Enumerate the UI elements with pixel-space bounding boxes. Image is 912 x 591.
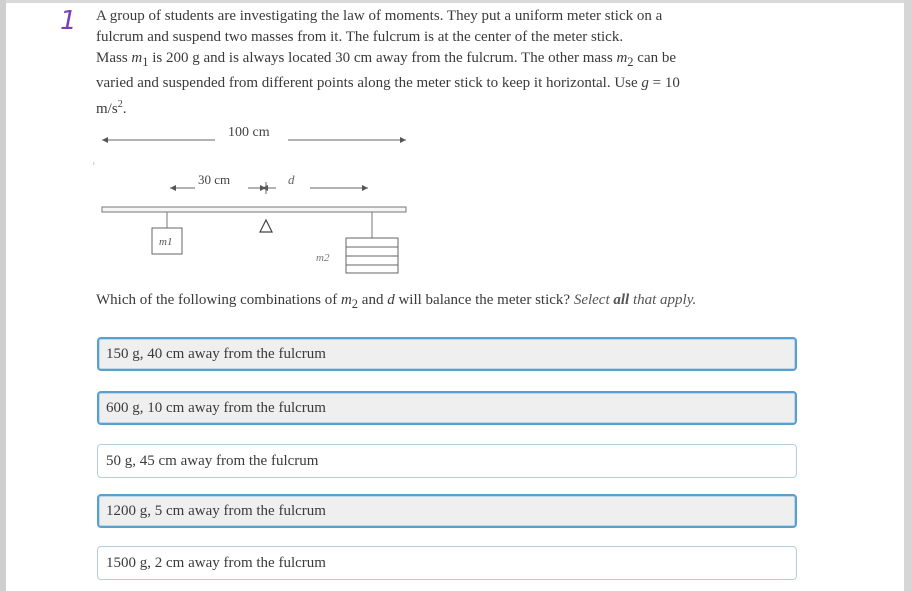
question-stem <box>96 6 786 120</box>
question-prompt: Which of the following combinations of $m_2$ and d will balance the meter stick? Select all that apply. <box>96 292 697 311</box>
answer-option-3[interactable]: 50 g, 45 cm away from the fulcrum <box>97 444 797 478</box>
left-distance-label: 30 cm <box>198 172 231 187</box>
mass1-label: m1 <box>159 236 173 248</box>
stem-line-1: A group of students are investigating the law of moments. They put a uniform meter stick on a <box>96 8 663 24</box>
mass2-label: m2 <box>316 252 330 264</box>
answer-option-1[interactable]: 150 g, 40 cm away from the fulcrum <box>97 337 797 371</box>
edge-mark: › <box>92 158 96 169</box>
fulcrum <box>260 220 272 232</box>
stem-line-5: $m/s^2$. <box>96 99 127 117</box>
window-left-edge <box>0 0 6 591</box>
stem-line-3: Mass $m_1$ is 200 g and is always located 30 cm away from the fulcrum. The other mass $m_2$ can be <box>96 50 677 69</box>
stem-line-2: fulcrum and suspend two masses from it. The fulcrum is at the center of the meter stick. <box>96 29 624 45</box>
question-number-annotation: 1 <box>60 6 77 36</box>
window-top-edge <box>0 0 912 3</box>
stem-line-4: varied and suspended from different points along the meter stick to keep it horizontal. Use g = 10 <box>96 75 680 91</box>
meter-stick <box>102 207 406 212</box>
total-length-label: 100 cm <box>228 125 270 140</box>
answer-option-2[interactable]: 600 g, 10 cm away from the fulcrum <box>97 391 797 425</box>
select-all-hint: Select all that apply. <box>573 292 697 308</box>
answer-option-5[interactable]: 1500 g, 2 cm away from the fulcrum <box>97 546 797 580</box>
scrollbar-track[interactable] <box>904 0 912 591</box>
meter-stick-diagram <box>90 118 420 283</box>
right-distance-label: d <box>288 172 295 187</box>
answer-option-4[interactable]: 1200 g, 5 cm away from the fulcrum <box>97 494 797 528</box>
